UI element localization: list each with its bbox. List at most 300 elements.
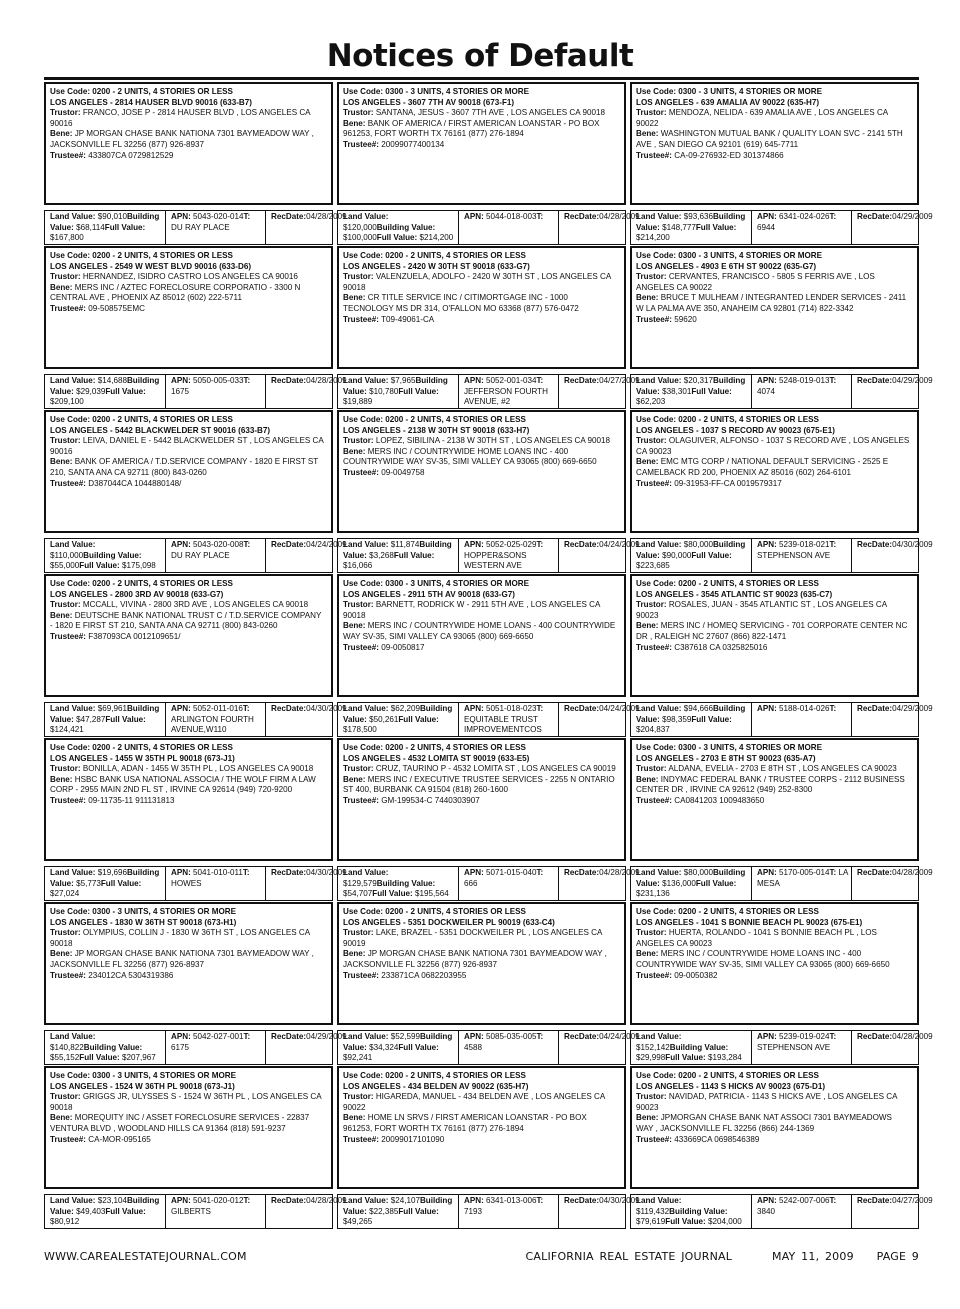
- values-cell: [337, 702, 459, 737]
- t-line: [829, 704, 836, 713]
- full-value-line-label: Full Value:: [105, 386, 146, 396]
- recdate-cell: [266, 866, 347, 901]
- trustee-line-label: Trustee#:: [636, 478, 672, 488]
- t-line-label: T:: [829, 376, 837, 385]
- apn-line-label: APN:: [757, 868, 777, 877]
- full-value-line-label: Full Value:: [691, 714, 732, 724]
- recdate-value: 04/24/2009: [306, 540, 347, 549]
- apn-value: 5052-011-016: [193, 704, 243, 713]
- land-value-line-label: Land Value:: [636, 1032, 682, 1041]
- full-value-line-label: Full Value:: [398, 1042, 439, 1052]
- trustor-line: [636, 108, 911, 129]
- property-address: LOS ANGELES - 2703 E 8TH ST 90023 (635-A7): [636, 753, 816, 763]
- notice-body: [44, 1066, 333, 1189]
- bene-line-label: Bene:: [50, 1113, 73, 1123]
- use-code-line: [636, 1071, 911, 1082]
- address-line: [636, 262, 911, 273]
- trustor-line-label: Trustor:: [50, 600, 81, 610]
- t-line-label: T:: [829, 868, 837, 877]
- land-value-line: [50, 704, 127, 713]
- full-value-line-label: Full Value:: [398, 1206, 439, 1216]
- t-value: 4588: [464, 1042, 483, 1052]
- values-cell: [44, 210, 166, 245]
- bene-line-label: Bene:: [50, 610, 73, 620]
- apn-line-label: APN:: [171, 1196, 191, 1205]
- bene-line: [343, 621, 618, 642]
- land-value-line-label: Land Value:: [50, 376, 96, 385]
- full-value: $207,967: [122, 1053, 156, 1063]
- notice-stats: [630, 1025, 933, 1065]
- recdate-cell: [559, 1030, 640, 1065]
- notice-stats: [337, 1025, 640, 1065]
- building-value: $98,359: [662, 714, 692, 724]
- use-code-line: [636, 579, 911, 590]
- use-code-line: [343, 579, 618, 590]
- bene-line: [636, 621, 911, 642]
- property-address: LOS ANGELES - 3607 7TH AV 90018 (673-F1): [343, 97, 515, 107]
- bene-line-label: Bene:: [50, 129, 73, 139]
- full-value: $16,066: [343, 561, 373, 571]
- property-address: LOS ANGELES - 1830 W 36TH ST 90018 (673-H1): [50, 917, 237, 927]
- footer-page: PAGE 9: [876, 1250, 919, 1263]
- notice-body: [337, 574, 626, 697]
- apn-line-label: APN:: [464, 868, 484, 877]
- address-line: [50, 754, 325, 765]
- trustor-value: NAVIDAD, PATRICIA - 1143 S HICKS AVE , LOS ANGELES CA 90023: [636, 1092, 898, 1112]
- land-value-line-label: Land Value:: [343, 868, 389, 877]
- use-code-line: [50, 743, 325, 754]
- trustor-line-label: Trustor:: [636, 764, 667, 774]
- recdate-cell: [266, 702, 347, 737]
- recdate-value: 04/28/2009: [306, 212, 347, 221]
- apn-line-label: APN:: [464, 212, 484, 221]
- t-line-label: T:: [243, 376, 251, 385]
- values-cell: [630, 866, 752, 901]
- notice-stats: [337, 697, 640, 737]
- trustor-line-label: Trustor:: [636, 108, 667, 118]
- values-cell: [630, 702, 752, 737]
- recdate-cell: [852, 210, 933, 245]
- full-value: $214,200: [636, 233, 670, 243]
- apn-value: 5041-010-011: [193, 868, 243, 877]
- recdate-label-line: [857, 212, 892, 221]
- recdate-value-line: [892, 212, 933, 221]
- land-value-line-label: Land Value:: [343, 540, 389, 549]
- recdate-value: 04/28/2009: [892, 1032, 933, 1041]
- address-line: [636, 918, 911, 929]
- bene-line: [50, 949, 325, 970]
- full-value-line-label: Full Value:: [398, 714, 439, 724]
- apn-cell: [752, 1194, 852, 1229]
- property-address: LOS ANGELES - 2420 W 30TH ST 90018 (633-G7): [343, 261, 530, 271]
- full-value-line: [372, 889, 449, 898]
- full-value-line-label: Full Value:: [105, 714, 146, 724]
- recdate-label-line: [857, 1196, 892, 1205]
- trustee-line: [50, 479, 325, 490]
- values-cell: [630, 1194, 752, 1229]
- trustor-value: SANTANA, JESUS - 3607 7TH AVE , LOS ANGELES CA 90018: [375, 108, 605, 118]
- trustor-value: OLAGUIVER, ALFONSO - 1037 S RECORD AVE , LOS ANGELES CA 90023: [636, 436, 910, 456]
- trustor-value: ALDANA, EVELIA - 2703 E 8TH ST , LOS ANGELES CA 90023: [668, 764, 897, 774]
- apn-line: [757, 540, 829, 549]
- bene-line-label: Bene:: [50, 774, 73, 784]
- property-address: LOS ANGELES - 2911 5TH AV 90018 (633-G7): [343, 589, 515, 599]
- apn-cell: [752, 866, 852, 901]
- bene-line: [636, 293, 911, 314]
- bene-line: [636, 775, 911, 796]
- trustee-line-label: Trustee#:: [50, 150, 86, 160]
- bene-line-label: Bene:: [636, 457, 659, 467]
- t-value: 666: [464, 878, 478, 888]
- full-value-line-label: Full Value:: [376, 233, 418, 243]
- notice-card: [44, 1066, 347, 1229]
- apn-cell: [752, 1030, 852, 1065]
- trustor-line: [343, 1092, 618, 1113]
- trustee-line-label: Trustee#:: [343, 795, 379, 805]
- apn-line: [464, 540, 536, 549]
- land-value-line-label: Land Value:: [343, 704, 389, 713]
- full-value-line-label: Full Value:: [398, 386, 439, 396]
- trustee-line: [343, 468, 618, 479]
- recdate-value: 04/29/2009: [892, 704, 933, 713]
- apn-line-label: APN:: [757, 1032, 777, 1041]
- footer-publication: CALIFORNIA REAL ESTATE JOURNAL: [525, 1250, 733, 1263]
- use-code: Use Code: 0200 - 2 UNITS, 4 STORIES OR LESS: [343, 1071, 526, 1080]
- building-value-line-label: Building Value:: [50, 212, 160, 232]
- land-value-line-label: Land Value:: [50, 868, 96, 877]
- use-code: Use Code: 0200 - 2 UNITS, 4 STORIES OR LESS: [343, 415, 526, 424]
- full-value: $175,098: [122, 561, 156, 571]
- land-value-line: [50, 212, 127, 221]
- trustee-line-label: Trustee#:: [636, 795, 672, 805]
- notice-body: [630, 410, 919, 533]
- recdate-label-line: [857, 868, 892, 877]
- land-value-line: [636, 376, 713, 385]
- full-value-line-label: Full Value:: [695, 222, 737, 232]
- full-value: $204,837: [636, 725, 670, 735]
- full-value-line: [665, 1053, 742, 1062]
- recdate-label-line: [271, 868, 306, 877]
- apn-value: 5170-005-014: [779, 868, 830, 877]
- notice-body: [337, 1066, 626, 1189]
- notice-stats: [630, 205, 933, 245]
- land-value: $93,636: [683, 212, 713, 221]
- recdate-cell: [559, 210, 640, 245]
- land-value-line: [636, 540, 713, 549]
- recdate-cell: [852, 1030, 933, 1065]
- use-code-line: [343, 907, 618, 918]
- apn-line: [757, 868, 829, 877]
- recdate-cell: [266, 1030, 347, 1065]
- bene-line-label: Bene:: [343, 949, 366, 959]
- bene-line-label: Bene:: [50, 282, 73, 292]
- notice-stats: [337, 205, 640, 245]
- recdate-label-line: [271, 376, 306, 385]
- recdate-value-line: [892, 1196, 933, 1205]
- apn-line-label: APN:: [464, 704, 484, 713]
- building-value: $50,261: [369, 714, 399, 724]
- apn-line-label: APN:: [171, 868, 191, 877]
- trustee-value: 09-11735-11 911131813: [88, 795, 175, 805]
- land-value: $52,599: [390, 1032, 420, 1041]
- notice-body: [630, 574, 919, 697]
- building-value-line-label: Building Value:: [669, 1206, 728, 1216]
- building-value-line-label: Building Value:: [636, 212, 746, 232]
- recdate-value: 04/30/2009: [892, 540, 933, 549]
- notice-body: [337, 82, 626, 205]
- bene-line: [50, 1113, 325, 1134]
- values-cell: [44, 1030, 166, 1065]
- notice-stats: [630, 369, 933, 409]
- trustee-line: [50, 304, 325, 315]
- use-code-line: [50, 251, 325, 262]
- recdate-label-line: [564, 540, 599, 549]
- recdate-label: RecDate:: [857, 212, 893, 221]
- apn-line-label: APN:: [171, 212, 191, 221]
- trustor-line-label: Trustor:: [636, 272, 667, 282]
- land-value-line-label: Land Value:: [636, 1196, 682, 1205]
- address-line: [343, 262, 618, 273]
- apn-line: [464, 868, 536, 877]
- apn-value: 5071-015-040: [486, 868, 537, 877]
- use-code: Use Code: 0300 - 3 UNITS, 4 STORIES OR MORE: [636, 743, 823, 752]
- building-value: $29,998: [636, 1053, 666, 1063]
- notice-card: [44, 82, 347, 245]
- use-code: Use Code: 0300 - 3 UNITS, 4 STORIES OR MORE: [50, 1071, 237, 1080]
- address-line: [636, 1082, 911, 1093]
- apn-line-label: APN:: [464, 540, 484, 549]
- notice-row: [44, 738, 933, 901]
- use-code-line: [343, 743, 618, 754]
- use-code: Use Code: 0200 - 2 UNITS, 4 STORIES OR LESS: [636, 907, 819, 916]
- t-value: EQUITABLE TRUST IMPROVEMENTCOS: [464, 714, 542, 735]
- trustor-value: ROSALES, JUAN - 3545 ATLANTIC ST , LOS ANGELES CA 90023: [636, 600, 887, 620]
- notice-row: [44, 1066, 933, 1229]
- full-value-line-label: Full Value:: [79, 561, 120, 571]
- trustee-line: [343, 315, 618, 326]
- land-value-line: [636, 704, 713, 713]
- trustee-line-label: Trustee#:: [636, 642, 672, 652]
- recdate-label: RecDate:: [564, 1032, 600, 1041]
- building-value-line-label: Building Value:: [636, 704, 746, 724]
- notice-stats: [337, 369, 640, 409]
- trustor-line-label: Trustor:: [50, 764, 81, 774]
- address-line: [50, 590, 325, 601]
- notice-body: [44, 410, 333, 533]
- notice-card: [44, 574, 347, 737]
- apn-cell: [752, 210, 852, 245]
- use-code-line: [636, 907, 911, 918]
- trustee-value: 234012CA 5304319386: [88, 970, 174, 980]
- trustor-line-label: Trustor:: [343, 928, 374, 938]
- trustor-line-label: Trustor:: [50, 928, 81, 938]
- trustee-line: [636, 151, 911, 162]
- apn-value: 6341-024-026: [779, 212, 830, 221]
- land-value-line: [343, 540, 419, 549]
- trustor-line: [636, 436, 911, 457]
- notice-row: [44, 902, 933, 1065]
- apn-value: 5248-019-013: [779, 376, 830, 385]
- notice-row: [44, 410, 933, 573]
- notice-body: [44, 246, 333, 369]
- trustor-line: [50, 928, 325, 949]
- trustor-value: CERVANTES, FRANCISCO - 5805 S FERRIS AVE , LOS ANGELES CA 90022: [636, 272, 875, 292]
- notice-card: [44, 246, 347, 409]
- notice-card: [630, 410, 933, 573]
- building-value-line-label: Building Value:: [50, 704, 160, 724]
- notice-card: [44, 902, 347, 1065]
- bene-line: [636, 1113, 911, 1134]
- apn-value: 5188-014-026: [779, 704, 830, 713]
- t-line-label: T:: [829, 1196, 837, 1205]
- bene-value: BANK OF AMERICA / T.D.SERVICE COMPANY - 1820 E FIRST ST 210, SANTA ANA CA 92711 (800) 843-0260: [50, 457, 319, 477]
- trustor-value: MCCALL, VIVINA - 2800 3RD AVE , LOS ANGELES CA 90018: [82, 600, 309, 610]
- full-value-line: [79, 1053, 156, 1062]
- values-cell: [337, 538, 459, 573]
- t-line-label: T:: [536, 1196, 544, 1205]
- apn-value: 5050-005-033: [193, 376, 244, 385]
- apn-line: [171, 212, 243, 221]
- use-code-line: [50, 907, 325, 918]
- notice-body: [337, 902, 626, 1025]
- trustee-value: T09-49061-CA: [381, 314, 435, 324]
- apn-cell: [459, 374, 559, 409]
- use-code-line: [50, 415, 325, 426]
- values-cell: [44, 538, 166, 573]
- full-value: $209,100: [50, 397, 84, 407]
- full-value: $80,912: [50, 1217, 80, 1227]
- notice-stats: [44, 533, 347, 573]
- address-line: [50, 426, 325, 437]
- t-line-label: T:: [243, 540, 251, 549]
- recdate-label-line: [564, 868, 599, 877]
- trustor-line: [343, 272, 618, 293]
- notice-card: [630, 1066, 933, 1229]
- address-line: [343, 754, 618, 765]
- trustor-line-label: Trustor:: [343, 436, 374, 446]
- full-value: $223,685: [636, 561, 670, 571]
- land-value-line-label: Land Value:: [50, 540, 96, 549]
- apn-cell: [166, 866, 266, 901]
- trustee-value: 09-31953-FF-CA 0019579317: [674, 478, 782, 488]
- address-line: [343, 590, 618, 601]
- recdate-label-line: [271, 704, 306, 713]
- use-code: Use Code: 0200 - 2 UNITS, 4 STORIES OR LESS: [636, 1071, 819, 1080]
- trustor-line-label: Trustor:: [343, 600, 374, 610]
- apn-cell: [166, 538, 266, 573]
- notice-body: [630, 902, 919, 1025]
- land-value-line: [636, 212, 713, 221]
- notice-card: [337, 574, 640, 737]
- land-value-line-label: Land Value:: [343, 376, 389, 385]
- land-value-line-label: Land Value:: [636, 212, 682, 221]
- recdate-value: 04/28/2009: [599, 868, 640, 877]
- bene-value: MERS INC / HOMEQ SERVICING - 701 CORPORATE CENTER NC DR , RALEIGH NC 27607 (866) 822-1471: [636, 621, 908, 641]
- use-code-line: [50, 579, 325, 590]
- recdate-label-line: [271, 1032, 306, 1041]
- trustor-line-label: Trustor:: [636, 436, 667, 446]
- trustee-value: 433807CA 0729812529: [88, 150, 174, 160]
- trustor-value: BONILLA, ADAN - 1455 W 35TH PL , LOS ANGELES CA 90018: [82, 764, 314, 774]
- apn-cell: [752, 702, 852, 737]
- t-line-label: T:: [829, 212, 837, 221]
- trustor-value: HUERTA, ROLANDO - 1041 S BONNIE BEACH PL , LOS ANGELES CA 90023: [636, 928, 877, 948]
- recdate-label: RecDate:: [271, 868, 307, 877]
- values-cell: [44, 866, 166, 901]
- building-value: $148,777: [662, 222, 696, 232]
- trustee-line: [50, 971, 325, 982]
- bene-line-label: Bene:: [636, 129, 659, 139]
- t-line-label: T:: [243, 1196, 251, 1205]
- land-value: $19,696: [97, 868, 127, 877]
- notice-card: [337, 410, 640, 573]
- apn-value: 5043-020-014: [193, 212, 244, 221]
- land-value-line: [50, 868, 127, 877]
- full-value: $193,284: [708, 1053, 742, 1063]
- building-value-line-label: Building Value:: [343, 1032, 453, 1052]
- building-value: $136,000: [662, 878, 696, 888]
- apn-line: [171, 704, 243, 713]
- bene-value: WASHINGTON MUTUAL BANK / QUALITY LOAN SVC - 2141 5TH AVE , SAN DIEGO CA 92101 (619) 645-7711: [636, 129, 903, 149]
- land-value-line-label: Land Value:: [636, 868, 682, 877]
- notice-stats: [44, 1025, 347, 1065]
- building-value-line-label: Building Value:: [343, 540, 452, 560]
- trustee-line: [636, 971, 911, 982]
- notice-stats: [44, 1189, 347, 1229]
- trustor-line: [636, 764, 911, 775]
- trustor-line: [343, 436, 618, 447]
- recdate-value: 04/30/2009: [306, 868, 347, 877]
- bene-line: [50, 775, 325, 796]
- t-value: ARLINGTON FOURTH AVENUE,W110: [171, 714, 254, 735]
- trustor-value: GRIGGS JR, ULYSSES S - 1524 W 36TH PL , LOS ANGELES CA 90018: [50, 1092, 322, 1112]
- bene-line-label: Bene:: [343, 774, 366, 784]
- trustee-line: [50, 1135, 325, 1146]
- recdate-label-line: [564, 212, 599, 221]
- apn-cell: [166, 374, 266, 409]
- trustee-line-label: Trustee#:: [50, 1134, 86, 1144]
- apn-line-label: APN:: [757, 540, 777, 549]
- apn-line: [171, 376, 243, 385]
- recdate-value: 04/28/2009: [892, 868, 933, 877]
- full-value: $195,564: [415, 889, 449, 899]
- trustee-value: 233871CA 0682203955: [381, 970, 467, 980]
- trustee-value: 433669CA 0698546389: [674, 1134, 760, 1144]
- apn-cell: [166, 1030, 266, 1065]
- full-value-line-label: Full Value:: [691, 550, 732, 560]
- full-value-line-label: Full Value:: [393, 550, 435, 560]
- property-address: LOS ANGELES - 1455 W 35TH PL 90018 (673-J1): [50, 753, 235, 763]
- bene-line: [343, 1113, 618, 1134]
- t-line-label: T:: [829, 1032, 837, 1041]
- bene-line-label: Bene:: [636, 621, 659, 631]
- recdate-label-line: [271, 1196, 306, 1205]
- footer-date: MAY 11, 2009: [772, 1250, 854, 1263]
- land-value: $14,688: [97, 376, 127, 385]
- full-value-line: [79, 561, 156, 570]
- bene-line-label: Bene:: [343, 118, 366, 128]
- recdate-label: RecDate:: [271, 540, 307, 549]
- use-code: Use Code: 0200 - 2 UNITS, 4 STORIES OR LESS: [343, 907, 526, 916]
- notice-card: [630, 738, 933, 901]
- recdate-label: RecDate:: [271, 376, 307, 385]
- apn-value: 5085-035-005: [486, 1032, 537, 1041]
- trustor-line: [636, 928, 911, 949]
- building-value: $49,403: [76, 1206, 106, 1216]
- use-code: Use Code: 0200 - 2 UNITS, 4 STORIES OR LESS: [343, 251, 526, 260]
- land-value-line-label: Land Value:: [636, 540, 682, 549]
- trustee-value: 09-0050382: [674, 970, 718, 980]
